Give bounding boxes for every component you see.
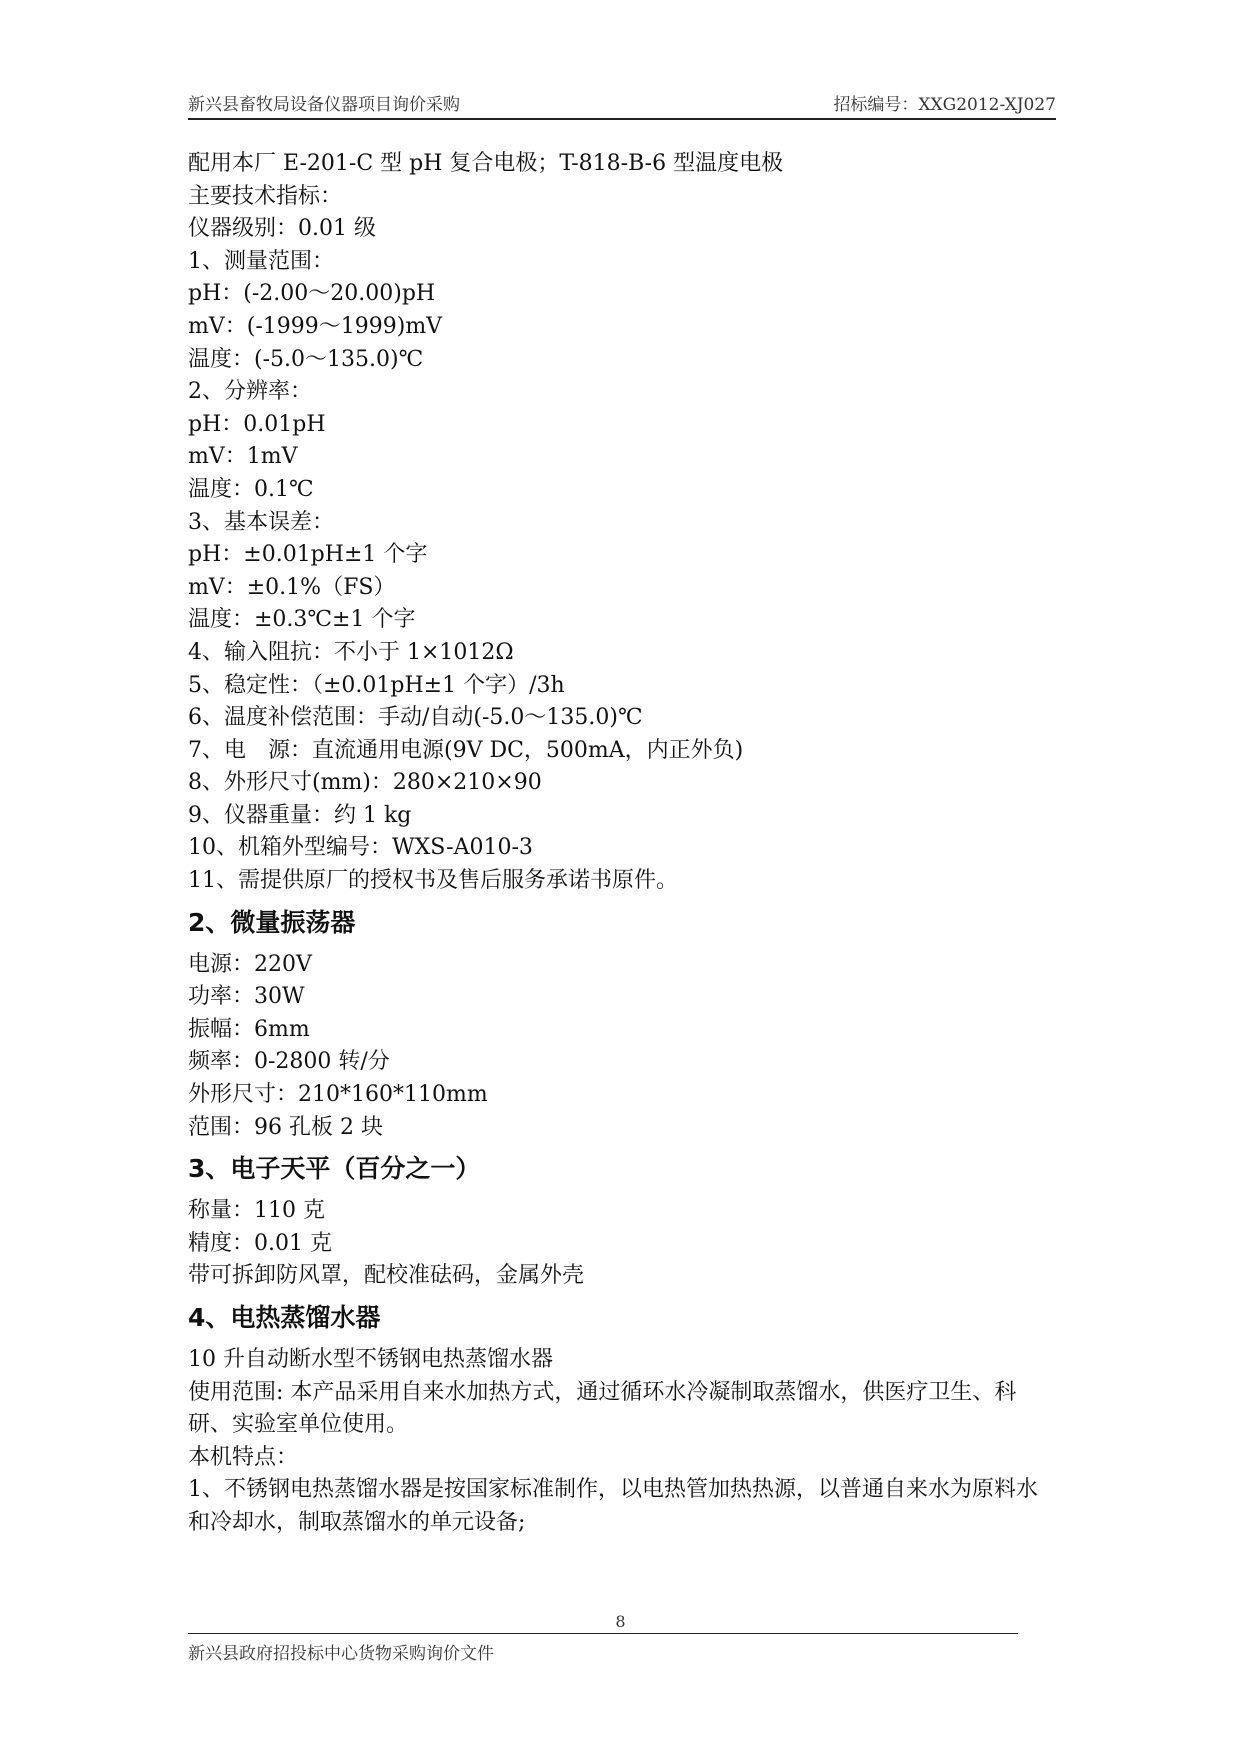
spec-line: 4、输入阻抗：不小于 1×1012Ω bbox=[188, 639, 514, 665]
spec-line: pH：(-2.00～20.00)pH bbox=[188, 281, 436, 307]
section-heading: 4、电热蒸馏水器 bbox=[188, 1303, 381, 1332]
section-heading: 2、微量振荡器 bbox=[188, 907, 356, 937]
spec-line: 11、需提供原厂的授权书及售后服务承诺书原件。 bbox=[188, 868, 678, 894]
spec-line: 7、电 源：直流通用电源(9V DC，500mA，内正外负) bbox=[188, 737, 744, 763]
spec-line: 1、测量范围： bbox=[188, 248, 334, 274]
spec-line: 6、温度补偿范围：手动/自动(-5.0～135.0)℃ bbox=[188, 705, 643, 731]
paragraph-line: 使用范围: 本产品采用自来水加热方式，通过循环水冷凝制取蒸馏水，供医疗卫生、科研、实验室单位使用。 bbox=[188, 1379, 1017, 1438]
spec-line: 9、仪器重量：约 1 kg bbox=[188, 802, 412, 828]
document-body bbox=[188, 148, 1058, 1540]
spec-line: pH：±0.01pH±1 个字 bbox=[188, 542, 428, 568]
spec-line: 电源：220V bbox=[188, 951, 312, 977]
spec-line: 仪器级别：0.01 级 bbox=[188, 216, 376, 242]
spec-line: 频率：0-2800 转/分 bbox=[188, 1049, 390, 1075]
spec-line: 带可拆卸防风罩，配校准砝码，金属外壳 bbox=[188, 1263, 585, 1289]
spec-line: mV：(-1999～1999)mV bbox=[188, 313, 443, 339]
paragraph-line: 1、不锈钢电热蒸馏水器是按国家标准制作，以电热管加热热源，以普通自来水为原料水和冷却水，制取蒸馏水的单元设备; bbox=[188, 1477, 1038, 1535]
footer-rule bbox=[188, 1633, 1018, 1634]
spec-line: 10、机箱外型编号：WXS-A010-3 bbox=[188, 835, 533, 861]
page-number: 8 bbox=[615, 1612, 626, 1631]
spec-line: 2、分辨率： bbox=[188, 379, 312, 405]
spec-line: 8、外形尺寸(mm)：280×210×90 bbox=[188, 770, 542, 796]
spec-line: 振幅：6mm bbox=[188, 1016, 310, 1042]
spec-line: 5、稳定性：（±0.01pH±1 个字）/3h bbox=[188, 672, 565, 698]
spec-line: 功率：30W bbox=[188, 984, 305, 1010]
spec-line: 称量：110 克 bbox=[188, 1198, 325, 1224]
page-header bbox=[188, 84, 1056, 120]
spec-line: 本机特点： bbox=[188, 1444, 299, 1470]
spec-line: 主要技术指标： bbox=[188, 183, 343, 209]
spec-line: pH：0.01pH bbox=[188, 411, 326, 437]
spec-line: 温度：(-5.0～135.0)℃ bbox=[188, 346, 424, 372]
header-project-title: 新兴县畜牧局设备仪器项目询价采购 bbox=[188, 95, 460, 115]
spec-line: 配用本厂 E-201-C 型 pH 复合电极；T-818-B-6 型温度电极 bbox=[188, 151, 784, 176]
spec-line: 范围：96 孔板 2 块 bbox=[188, 1114, 383, 1140]
spec-line: 温度：±0.3℃±1 个字 bbox=[188, 607, 416, 633]
spec-line: 精度：0.01 克 bbox=[188, 1230, 332, 1256]
footer-text: 新兴县政府招投标中心货物采购询价文件 bbox=[188, 1644, 494, 1664]
spec-line: 3、基本误差： bbox=[188, 509, 334, 535]
spec-line: 10 升自动断水型不锈钢电热蒸馏水器 bbox=[188, 1347, 553, 1372]
section-heading: 3、电子天平（百分之一） bbox=[188, 1154, 481, 1184]
spec-line: mV：1mV bbox=[188, 444, 298, 470]
header-tender-number: 招标编号：XXG2012-XJ027 bbox=[833, 95, 1056, 115]
spec-line: 外形尺寸：210*160*110mm bbox=[188, 1082, 488, 1108]
spec-line: mV：±0.1%（FS） bbox=[188, 574, 396, 600]
spec-line: 温度：0.1℃ bbox=[188, 476, 314, 502]
